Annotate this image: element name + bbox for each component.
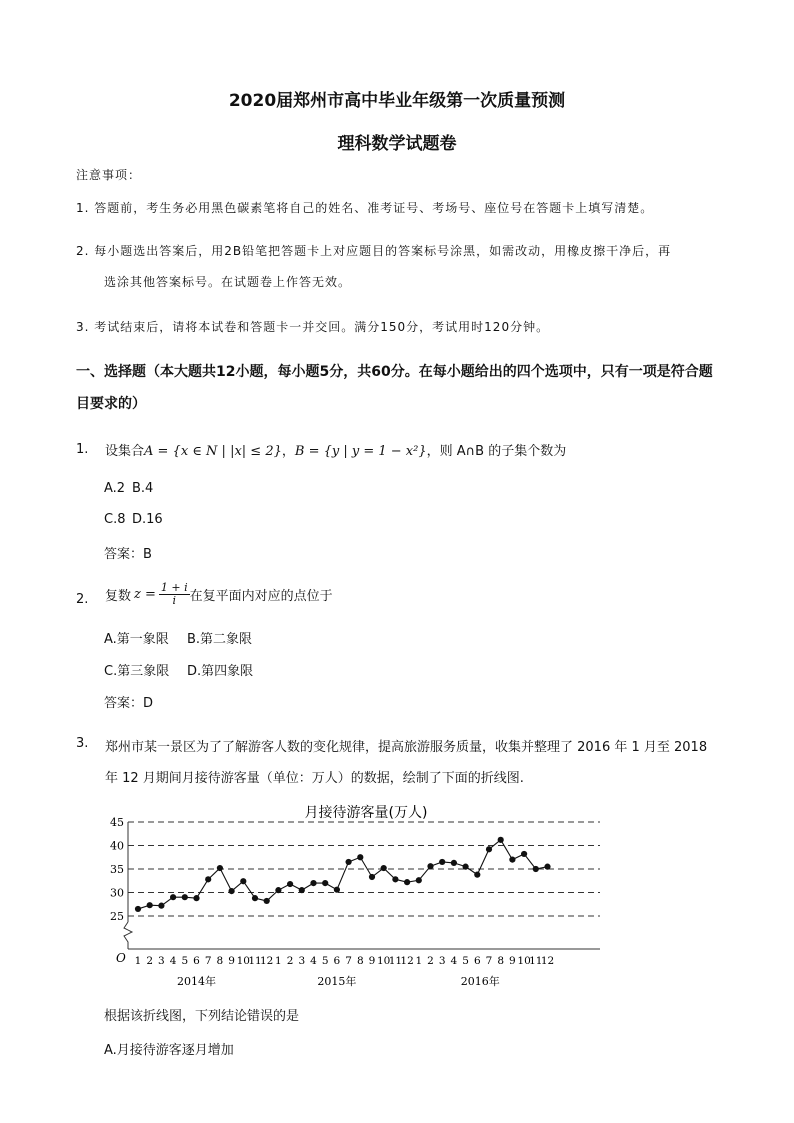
q1-set-b: B = {y | y = 1 − x²} (294, 444, 427, 459)
q2-option-d: D.第四象限 (187, 664, 254, 679)
x-tick-label: 2 (286, 955, 294, 967)
data-point (404, 879, 410, 885)
x-tick-label: 9 (509, 955, 516, 967)
q3-stem-line1: 郑州市某一景区为了了解游客人数的变化规律，提高旅游服务质量，收集并整理了 2016 年 1 月至 2018 (105, 740, 708, 755)
data-point (533, 866, 539, 872)
x-tick-label: 1 (275, 955, 282, 967)
x-tick-label: 5 (462, 955, 469, 967)
q3-stem-line2: 年 12 月期间月接待游客量（单位：万人）的数据，绘制了下面的折线图. (105, 771, 524, 786)
q3-number: 3. (76, 736, 89, 751)
notice-item-1: 1. 答题前，考生务必用黑色碳素笔将自己的姓名、准考证号、考场号、座位号在答题卡上填写清楚。 (76, 201, 654, 215)
q1-option-b: B.4 (132, 481, 154, 496)
notice-heading: 注意事项： (76, 168, 142, 182)
x-tick-label: 2 (427, 955, 434, 967)
y-tick-label: 30 (110, 886, 124, 900)
x-tick-label: 8 (356, 955, 364, 967)
year-label: 2015年 (317, 975, 357, 988)
x-tick-label: 3 (298, 955, 306, 967)
x-tick-label: 7 (485, 955, 493, 967)
q3-followup: 根据该折线图，下列结论错误的是 (104, 1009, 300, 1024)
data-point (369, 874, 375, 880)
x-tick-label: 10 (377, 955, 391, 967)
y-tick-label: 40 (110, 839, 124, 853)
data-point (521, 851, 527, 857)
q2-frac-numerator: 1 + i (160, 581, 188, 594)
y-tick-label: 35 (110, 863, 124, 876)
x-tick-label: 4 (450, 955, 458, 967)
data-point (158, 903, 164, 909)
x-tick-label: 7 (345, 955, 352, 967)
q1-option-a: A.2 (104, 481, 126, 496)
notice-item-2: 2. 每小题选出答案后，用2B铅笔把答题卡上对应题目的答案标号涂黑，如需改动，用橡皮擦干净后，再 (76, 244, 672, 258)
data-point (170, 894, 176, 900)
y-tick-label: 45 (110, 816, 124, 829)
x-tick-label: 2 (146, 955, 154, 967)
data-point (498, 837, 504, 843)
visitor-line-chart (100, 798, 620, 994)
data-point (544, 864, 550, 870)
data-point (346, 859, 352, 865)
data-point (252, 895, 258, 901)
q2-option-a: A.第一象限 (104, 632, 169, 647)
x-tick-label: 8 (216, 955, 224, 967)
x-tick-label: 5 (321, 955, 329, 967)
x-tick-label: 4 (310, 955, 317, 967)
x-tick-label: 3 (438, 955, 446, 967)
exam-subtitle: 理科数学试题卷 (337, 134, 457, 154)
data-point (439, 859, 445, 865)
x-tick-label: 12 (260, 955, 274, 967)
data-point (264, 898, 270, 904)
x-tick-label: 11 (529, 955, 543, 967)
x-tick-label: 1 (415, 955, 423, 967)
x-tick-label: 10 (236, 955, 250, 967)
x-tick-label: 10 (517, 955, 531, 967)
q2-frac-denominator: i (172, 594, 177, 607)
data-point (334, 887, 340, 893)
data-point (240, 878, 246, 884)
data-point (463, 864, 469, 870)
q1-option-d: D.16 (132, 512, 163, 527)
x-tick-label: 12 (540, 955, 555, 967)
q1-set-a: A = {x ∈ N | |x| ≤ 2} (144, 444, 282, 459)
q2-number: 2. (76, 592, 89, 607)
exam-title: 2020届郑州市高中毕业年级第一次质量预测 (228, 91, 566, 111)
x-tick-label: 6 (473, 955, 481, 967)
data-point (381, 865, 387, 871)
data-point (275, 887, 281, 893)
data-point (182, 894, 188, 900)
x-tick-label: 7 (204, 955, 212, 967)
data-point (205, 876, 211, 882)
q1-number: 1. (76, 442, 89, 457)
x-tick-label: 4 (169, 955, 177, 967)
data-point (135, 906, 141, 912)
q2-suffix: 在复平面内对应的点位于 (189, 589, 333, 604)
chart-title: 月接待游客量(万人) (304, 805, 428, 821)
data-point (287, 881, 293, 887)
year-label: 2014年 (177, 975, 216, 988)
data-point (193, 895, 199, 901)
data-point (474, 872, 480, 878)
q1-answer: 答案：B (104, 547, 152, 562)
section-heading: 一、选择题（本大题共12小题，每小题5分，共60分。在每小题给出的四个选项中，只有一项是符合题 (76, 364, 713, 380)
y-tick-label: 25 (110, 910, 124, 923)
q1-suffix: ，则 A∩B 的子集个数为 (426, 444, 567, 459)
data-point (486, 846, 492, 852)
data-point (509, 857, 515, 863)
x-tick-label: 8 (497, 955, 505, 967)
x-tick-label: 5 (181, 955, 189, 967)
notice-item-3: 3. 考试结束后，请将本试卷和答题卡一并交回。满分150分，考试用时120分钟。 (76, 320, 550, 334)
q1-prefix: 设集合 (105, 444, 145, 459)
x-tick-label: 11 (248, 955, 262, 967)
q1-stem (105, 440, 566, 459)
data-point (229, 888, 235, 894)
q2-prefix: 复数 (105, 589, 132, 604)
section-heading-cont: 目要求的） (76, 396, 146, 412)
x-tick-label: 3 (158, 955, 165, 967)
notice-item-2-cont: 选涂其他答案标号。在试题卷上作答无效。 (104, 275, 352, 289)
data-point (392, 876, 398, 882)
q2-option-c: C.第三象限 (104, 664, 170, 679)
data-point (451, 860, 457, 866)
data-point (310, 880, 316, 886)
q2-option-b: B.第二象限 (187, 632, 253, 647)
q2-stem (105, 582, 333, 607)
data-point (416, 877, 422, 883)
data-point (217, 865, 223, 871)
x-tick-label: 1 (134, 955, 142, 967)
q2-fraction (159, 582, 190, 607)
x-tick-label: 9 (368, 955, 376, 967)
origin-label: O (116, 951, 126, 965)
data-point (427, 863, 433, 869)
x-tick-label: 9 (228, 955, 235, 967)
data-point (357, 854, 363, 860)
q2-var: z = (134, 587, 156, 602)
x-tick-label: 12 (400, 955, 414, 967)
x-tick-label: 6 (333, 955, 341, 967)
x-tick-label: 6 (193, 955, 200, 967)
q1-option-c: C.8 (104, 512, 126, 527)
data-point (299, 887, 305, 893)
year-label: 2016年 (460, 975, 500, 988)
axis-break (124, 922, 132, 949)
q2-answer: 答案：D (104, 696, 154, 711)
q3-option-a: A.月接待游客逐月增加 (104, 1043, 234, 1058)
data-point (322, 880, 328, 886)
data-point (147, 902, 153, 908)
q1-sep: ， (281, 444, 295, 459)
x-tick-label: 11 (388, 955, 403, 967)
